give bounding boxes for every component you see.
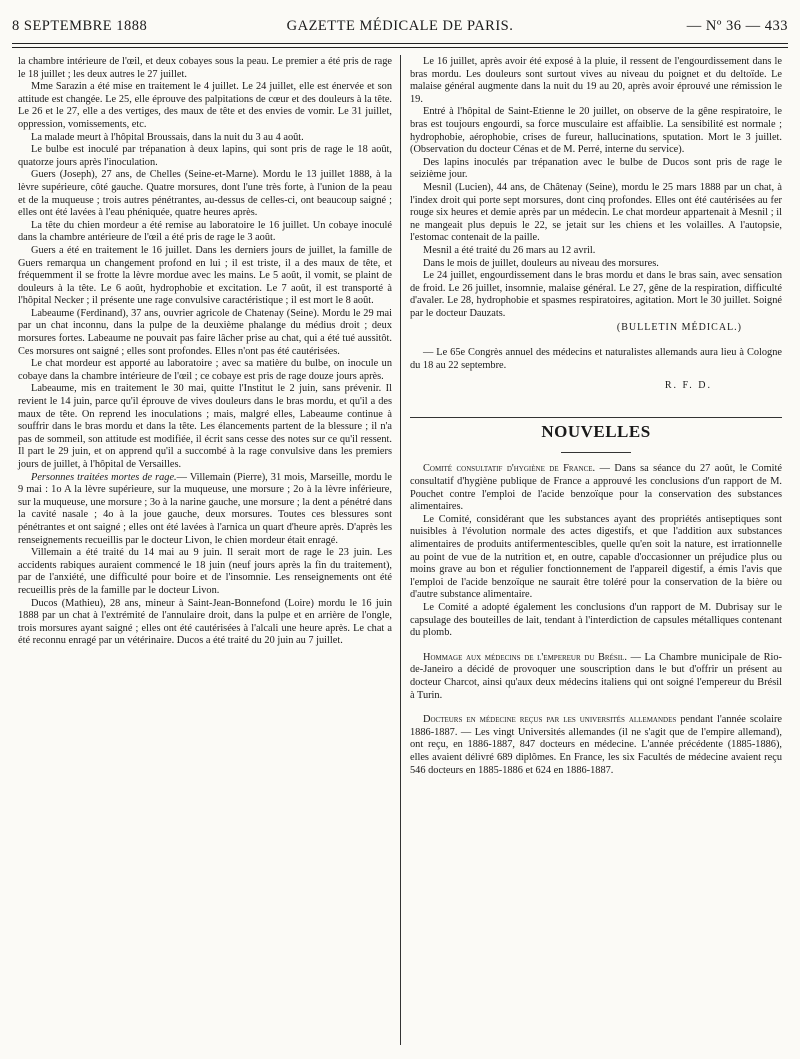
paragraph: Entré à l'hôpital de Saint-Etienne le 20 juillet, on observe de la gêne respiratoire, le bras est toujours engourdi, sa force musculaire est affaiblie. La sensibilité est normale ; hydrophobie, aérophobie, crises de fureur, hallucinations, sputation. Mort le 3 juillet. (Observation du docteur Cénas et de M. Perré, interne du service). xyxy=(410,106,782,156)
news-item-text: — La Chambre municipale de Rio-de-Janeiro a décidé de provoquer une souscription dans le but d'offrir un présent au docteur Charcot, ainsi qu'aux deux médecins italiens qui ont soigné l'empereur du Brésil à Turin. xyxy=(410,651,782,701)
paragraph: Dans le mois de juillet, douleurs au niveau des morsures. xyxy=(423,257,659,269)
paragraph: La malade meurt à l'hôpital Broussais, dans la nuit du 3 au 4 août. xyxy=(31,131,304,143)
news-item-text: — Dans sa séance du 27 août, le Comité consultatif d'hygiène publique de France a approuvé les conclusions d'un rapport de M. Pouchet contre l'emploi de l'acide benzoïque pour la conservation des substances alimentaires. xyxy=(410,463,782,513)
nouvelles-heading: NOUVELLES xyxy=(541,421,651,441)
rfd-signature: R. F. D. xyxy=(664,380,712,392)
paragraph: Labeaume (Ferdinand), 37 ans, ouvrier agricole de Chatenay (Seine). Mordu le 29 mai par un chat inconnu, dans la pulpe de la deuxième phalange du médius droit ; deux morsures fortes. Labeaume ne pouvait pas faire lâcher prise au chat, qui a été tué aussitôt. Ces morsures ont saigné ; elles sont profondes. Elles n'ont pas été cautérisées. xyxy=(18,307,392,357)
page-header xyxy=(12,18,788,40)
paragraph: Mesnil a été traité du 26 mars au 12 avril. xyxy=(423,244,596,256)
right-column xyxy=(410,56,782,777)
bulletin-signature: (BULLETIN MÉDICAL.) xyxy=(616,322,742,334)
heading-rule xyxy=(561,452,631,453)
news-item-docteurs xyxy=(410,714,782,777)
news-item-hommage xyxy=(410,652,782,702)
paragraph: Le 24 juillet, engourdissement dans le bras mordu et dans le bras sain, avec sensation de froid. Le 26 juillet, insomnie, malaise général. Le 27, gêne de la respiration, difficulté d'avaler. Le 28, hydrophobie et spasmes respiratoires, agitation. Mort le 30 juillet. Soigné par le docteur Dauzats. xyxy=(410,270,782,319)
header-page-number: — Nº 36 — 433 xyxy=(686,18,788,34)
paragraph: La tête du chien mordeur a été remise au laboratoire le 16 juillet. Un cobaye inoculé dans la chambre antérieure de l'œil a été pris de rage le 3 août. xyxy=(18,219,392,244)
header-date: 8 SEPTEMBRE 1888 xyxy=(12,18,148,34)
header-title: GAZETTE MÉDICALE DE PARIS. xyxy=(286,18,514,34)
paragraph: Le Comité a adopté également les conclusions d'un rapport de M. Dubrisay sur le capsulage des bouteilles de lait, tendant à l'interdiction de capsules métalliques contenant du plomb. xyxy=(410,601,782,639)
news-item-text: pendant l'année scolaire 1886-1887. — Les vingt Universités allemandes (il ne s'agit que de l'empire allemand), ont reçu, en 1886-1887, 847 docteurs en médecine. L'année précédente (1885-1886), elles avaient délivré 689 diplômes. En France, les six Facultés de médecine avaient reçu 546 docteurs en 1885-1886 et 624 en 1886-1887. xyxy=(410,714,782,776)
paragraph xyxy=(18,472,392,548)
left-column xyxy=(18,56,392,648)
paragraph: Mme Sarazin a été mise en traitement le 4 juillet. Le 24 juillet, elle est énervée et son attitude est changée. Le 25, elle éprouve des palpitations de cœur et des douleurs à la tête. Le 26 et le 27, elle a des vertiges, des maux de tête et des envies de vomir. Le 31 juillet, oppression, vomissements, etc. xyxy=(18,81,392,130)
paragraph: Des lapins inoculés par trépanation avec le bulbe de Ducos sont pris de rage le seizième jour. xyxy=(410,156,782,181)
news-item-comite xyxy=(410,463,782,513)
header-rule-thin xyxy=(12,47,788,48)
paragraph: Le bulbe est inoculé par trépanation à deux lapins, qui sont pris de rage le 18 août, quatorze jours après l'inoculation. xyxy=(18,144,392,168)
paragraph: la chambre intérieure de l'œil, et deux cobayes sous la peau. Le premier a été pris de rage le 18 juillet ; les deux autres le 27 juillet. xyxy=(18,56,392,80)
section-heading-italic: Personnes traitées mortes de rage. xyxy=(31,471,177,483)
news-item-title: Docteurs en médecine reçus par les universités allemandes xyxy=(423,714,677,726)
column-divider xyxy=(400,55,401,1045)
paragraph: Le chat mordeur est apporté au laboratoire ; avec sa matière du bulbe, on inocule un cobaye dans la chambre intérieure de l'œil ; ce cobaye est pris de rage douze jours après. xyxy=(18,358,392,382)
paragraph: Ducos (Mathieu), 28 ans, mineur à Saint-Jean-Bonnefond (Loire) mordu le 16 juin 1888 par un chat à l'extrémité de l'annulaire droit, dans la pulpe et en arrière de l'ongle, trois morsures ayant saigné ; elles ont été cautérisées à l'alcali une heure après. Le chat a été reconnu enragé par un vétérinaire. Ducos a été traité du 20 juin au 7 juillet. xyxy=(18,597,392,647)
paragraph-text: — Villemain (Pierre), 31 mois, Marseille, mordu le 9 mai : 1o A la lèvre supérieure, sur la muqueuse, une morsure ; 2o à la lèvre inférieure, sur la muqueuse, une morsure ; 3o à la narine gauche, une morsure ; la dent a pénétré dans la cavité nasale ; 4o à la joue gauche, deux morsures. Toutes ces blessures sont pénétrantes et ont saigné ; elles ont été lavées à l'arnica un quart d'heure après. D'après les renseignements recueillis par le docteur Livon, le chien mordeur était enragé. xyxy=(18,471,392,546)
paragraph: Villemain a été traité du 14 mai au 9 juin. Il serait mort de rage le 23 juin. Les accidents rabiques auraient commencé le 18 juin (neuf jours après la fin du traitement), par de l'anxiété, une difficulté pour boire et de l'insomnie. Les renseignements ont été recueillis près de la famille par le docteur Livon. xyxy=(18,547,392,596)
news-item-title: Comité consultatif d'hygiène de France. xyxy=(423,463,596,475)
header-rule xyxy=(12,43,788,44)
paragraph: Le Comité, considérant que les substances ayant des propriétés antiseptiques sont nuisibles à l'évolution normale des actes digestifs, et que l'addition aux substances alimentaires de produits antifermentescibles, quelle qu'en soit la nature, est irrationnelle au point de vue de la nutrition et, en outre, capable d'occasionner un préjudice plus ou moins grave au bon et régulier fonctionnement de l'appareil digestif, a émis l'avis que l'emploi de l'acide benzoïque ne saurait être toléré pour la conservation de la bière ou d'autre substance alimentaire. xyxy=(410,513,782,601)
paragraph: Guers a été en traitement le 16 juillet. Dans les derniers jours de juillet, la famille de Guers remarqua un changement profond en lui ; il est triste, il a des maux de tête, et fréquemment il se frotte la lèvre mordue avec les mains. Le 5 août, il vomit, se plaint de douleurs à la tête. Le 6 août, hydrophobie et excitation. Le 7 août, il est transporté à l'hôpital Necker ; il présente une rage convulsive caractéristique ; il est mort le 8 août. xyxy=(18,244,392,307)
paragraph: Guers (Joseph), 27 ans, de Chelles (Seine-et-Marne). Mordu le 13 juillet 1888, à la lèvre supérieure, côté gauche. Quatre morsures, dont l'une très forte, à l'union de la peau et de la muqueuse ; trois autres pénétrantes, au-dessus de celles-ci, ont beaucoup saigné ; elles ont été lavées à l'eau phéniquée, quatre heures après. xyxy=(18,169,392,219)
paragraph: Labeaume, mis en traitement le 30 mai, quitte l'Institut le 2 juin, sans prévenir. Il revient le 14 juin, parce qu'il éprouve de vives douleurs dans le bras mordu, et qu'il a des maux de tête. On reprend les inoculations ; mais, malgré elles, Labeaume continue à souffrir dans le bras mordu et dans la tête. Les élancements partent de la blessure ; il n'a pas de sommeil, son attitude est modifiée, il écrit sans cesse des notes sur ce qu'il ressent. Il part le 29 juin, et on apprend qu'il a succombé à la rage convulsive dans les premiers jours de juillet, à l'hôpital de Versailles. xyxy=(18,383,392,470)
paragraph: Le 16 juillet, après avoir été exposé à la pluie, il ressent de l'engourdissement dans le bras mordu. Les douleurs sont surtout vives au niveau du poignet et du deltoïde. Le malaise général augmente dans la nuit du 19 au 20, après avoir éprouvé une rémission le 19. xyxy=(410,56,782,105)
section-separator xyxy=(410,417,782,418)
congress-note: — Le 65e Congrès annuel des médecins et naturalistes allemands aura lieu à Cologne du 18 au 22 septembre. xyxy=(410,347,782,371)
paragraph: Mesnil (Lucien), 44 ans, de Châtenay (Seine), mordu le 25 mars 1888 par un chat, à l'index droit qui porte sept morsures, dont cinq profondes. Elles ont été cautérisées au fer rouge six heures et demie après par un médecin. Le chat mordeur appartenait à Mesnil ; il ne mangeait plus depuis le 22, se jetait sur les chiens et les volailles. A l'autopsie, l'estomac contenait de la paille. xyxy=(410,181,782,244)
news-item-title: Hommage aux médecins de l'empereur du Brésil. xyxy=(423,651,627,663)
